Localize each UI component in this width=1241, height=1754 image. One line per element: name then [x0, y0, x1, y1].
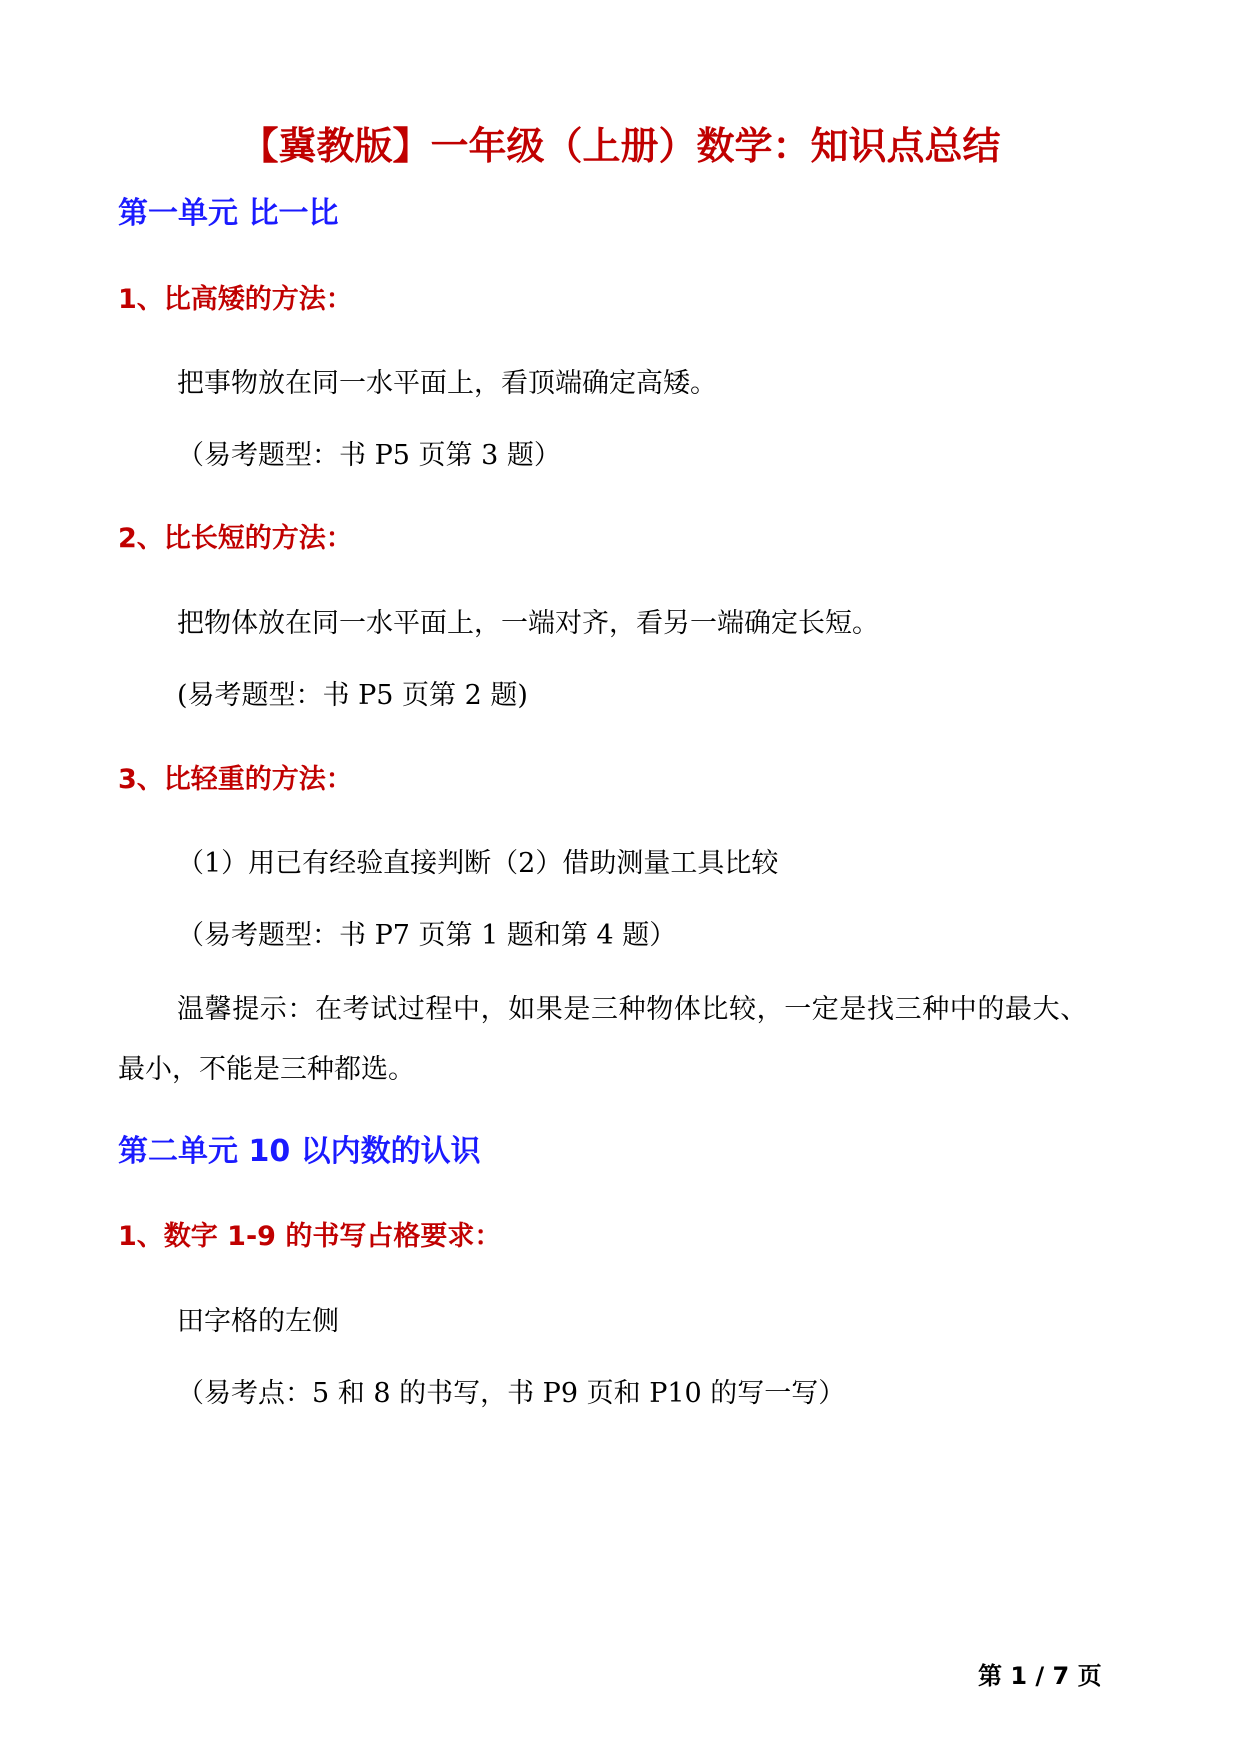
- section-2-content: 把物体放在同一水平面上，一端对齐，看另一端确定长短。: [177, 608, 879, 639]
- section-2-note: (易考题型：书 P5 页第 2 题): [177, 680, 528, 711]
- page-number: 第 1 / 7 页: [978, 1662, 1102, 1690]
- unit-2-heading: 第二单元 10 以内数的认识: [118, 1134, 481, 1169]
- unit-2-section-1-heading: 1、数字 1-9 的书写占格要求：: [118, 1221, 502, 1252]
- section-3-content: （1）用已有经验直接判断（2）借助测量工具比较: [177, 848, 779, 879]
- section-1-heading: 1、比高矮的方法：: [118, 284, 353, 315]
- unit-2-section-1-content: 田字格的左侧: [177, 1306, 339, 1337]
- tip-line-2: 最小，不能是三种都选。: [118, 1054, 415, 1085]
- section-2-heading: 2、比长短的方法：: [118, 523, 353, 554]
- page-title: 【冀教版】一年级（上册）数学：知识点总结: [240, 124, 1001, 168]
- section-3-heading: 3、比轻重的方法：: [118, 764, 353, 795]
- section-1-content: 把事物放在同一水平面上，看顶端确定高矮。: [177, 368, 717, 399]
- unit-2-section-1-note: （易考点：5 和 8 的书写，书 P9 页和 P10 的写一写）: [177, 1378, 846, 1409]
- section-1-note: （易考题型：书 P5 页第 3 题）: [177, 440, 561, 471]
- tip-line-1: 温馨提示：在考试过程中，如果是三种物体比较，一定是找三种中的最大、: [177, 994, 1088, 1025]
- unit-1-heading: 第一单元 比一比: [118, 196, 339, 231]
- section-3-note: （易考题型：书 P7 页第 1 题和第 4 题）: [177, 920, 677, 951]
